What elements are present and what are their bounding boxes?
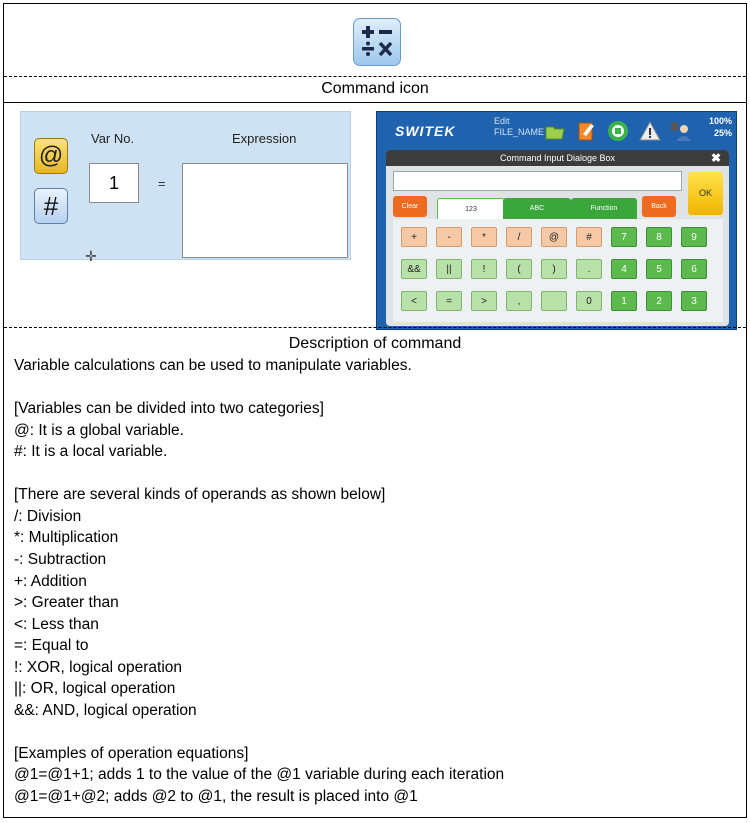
divider (4, 327, 746, 328)
file-name-label: FILE_NAME (494, 127, 545, 137)
icon-caption: Command icon (321, 80, 429, 97)
folder-open-icon[interactable] (544, 120, 566, 142)
keypad-key[interactable]: / (506, 227, 532, 247)
expression-label: Expression (232, 131, 297, 146)
keypad-key[interactable]: 5 (646, 259, 672, 279)
keypad-key[interactable]: - (436, 227, 462, 247)
description-line: [Variables can be divided into two categories] (14, 400, 324, 418)
keypad-key[interactable]: > (471, 291, 497, 311)
warning-icon[interactable] (639, 120, 661, 142)
description-line: @1=@1+1; adds 1 to the value of the @1 variable during each iteration (14, 766, 505, 784)
percent-bottom: 25% (713, 128, 732, 138)
keypad-key[interactable]: # (576, 227, 602, 247)
edit-status (494, 116, 544, 138)
keypad-key[interactable]: ! (471, 259, 497, 279)
cursor-crosshair-icon: ✛ (85, 248, 97, 264)
back-button[interactable]: Back (642, 196, 676, 217)
var-no-input[interactable]: 1 (89, 163, 139, 203)
description-line: Variable calculations can be used to manipulate variables. (14, 357, 412, 374)
description-line: -: Subtraction (14, 550, 107, 568)
keypad-key[interactable]: ) (541, 259, 567, 279)
variable-panel (20, 111, 351, 264)
description-line: <: Less than (14, 615, 99, 633)
description-line: !: XOR, logical operation (14, 658, 183, 676)
keypad-key[interactable]: 8 (646, 227, 672, 247)
expression-input[interactable] (182, 163, 348, 258)
keypad-key[interactable]: + (401, 227, 427, 247)
keypad-key[interactable]: , (506, 291, 532, 311)
command-document (3, 3, 747, 818)
description-line: ||: OR, logical operation (14, 680, 176, 698)
percent-top: 100% (708, 116, 732, 126)
local-variable-button[interactable]: # (34, 188, 68, 224)
keypad-key[interactable]: * (471, 227, 497, 247)
description-line: =: Equal to (14, 637, 89, 655)
user-status-icon[interactable] (670, 120, 692, 142)
keypad-key[interactable]: . (576, 259, 602, 279)
keypad-key[interactable]: 3 (681, 291, 707, 311)
tab-123[interactable]: 123 (437, 198, 505, 220)
ok-button[interactable]: OK (688, 172, 723, 215)
keypad-key[interactable]: 1 (611, 291, 637, 311)
description-line: @1=@1+@2; adds @2 to @1, the result is placed into @1 (14, 788, 418, 805)
keypad-key[interactable]: = (436, 291, 462, 311)
description-line: [Examples of operation equations] (14, 744, 249, 762)
equals-sign: = (158, 176, 166, 191)
close-icon[interactable]: ✖ (710, 151, 721, 165)
tab-abc[interactable]: ABC (503, 198, 571, 219)
edit-document-icon[interactable] (575, 120, 597, 142)
calculator-operators-icon (353, 18, 401, 66)
description-heading: Description of command (288, 335, 462, 352)
keypad-key[interactable]: ( (506, 259, 532, 279)
tab-function[interactable]: Function (571, 198, 637, 219)
keypad-key[interactable]: < (401, 291, 427, 311)
percentage-readout (709, 115, 732, 139)
divider (4, 102, 746, 103)
keypad-key[interactable]: @ (541, 227, 567, 247)
dialog-title: Command Input Dialoge Box (386, 150, 729, 166)
keypad-key[interactable]: 0 (576, 291, 602, 311)
keypad-key[interactable]: 7 (611, 227, 637, 247)
keypad-key[interactable]: 2 (646, 291, 672, 311)
keypad-key[interactable]: 6 (681, 259, 707, 279)
keypad (393, 219, 723, 322)
description-line: [There are several kinds of operands as shown below] (14, 486, 386, 504)
keypad-key[interactable] (541, 291, 567, 311)
keypad-key[interactable]: 4 (611, 259, 637, 279)
keypad-key[interactable]: || (436, 259, 462, 279)
global-variable-button[interactable]: @ (34, 138, 68, 174)
description-line: /: Division (14, 507, 82, 525)
description-line: &&: AND, logical operation (14, 701, 197, 719)
command-input-dialog (386, 150, 729, 326)
description-line: #: It is a local variable. (14, 443, 168, 461)
description-line: @: It is a global variable. (14, 421, 184, 439)
clear-button[interactable]: Clear (393, 196, 427, 217)
description-line: >: Greater than (14, 594, 119, 612)
divider (4, 76, 746, 77)
description-line: +: Addition (14, 572, 87, 590)
stop-icon[interactable] (607, 120, 629, 142)
command-text-input[interactable] (393, 171, 682, 191)
hmi-screen (376, 111, 737, 330)
brand-logo: SWITEK (395, 123, 456, 139)
description-line: *: Multiplication (14, 529, 119, 547)
keypad-key[interactable]: 9 (681, 227, 707, 247)
keypad-key[interactable]: && (401, 259, 427, 279)
var-no-label: Var No. (91, 131, 135, 146)
edit-label: Edit (494, 116, 510, 126)
